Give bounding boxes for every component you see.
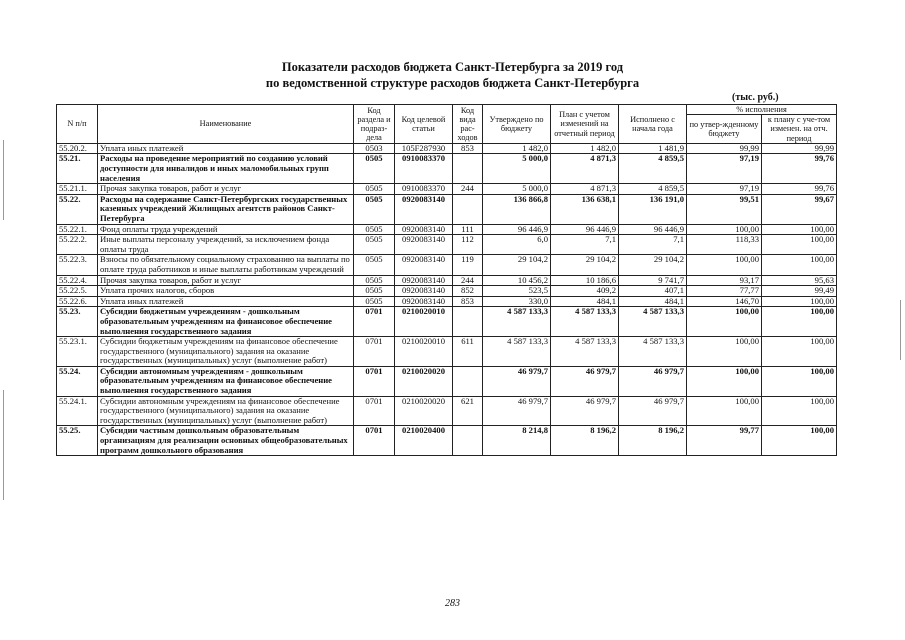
table-header-row	[57, 105, 837, 115]
row-approved: 96 446,9	[483, 224, 551, 235]
header-pct-budget: по утвер-жденному бюджету	[687, 115, 762, 144]
row-pct-plan: 95,63	[762, 275, 837, 286]
table-row	[57, 307, 837, 337]
row-pct-budget: 100,00	[687, 337, 762, 367]
row-pct-plan: 100,00	[762, 396, 837, 426]
row-plan: 4 587 133,3	[551, 307, 619, 337]
row-plan: 4 871,3	[551, 184, 619, 195]
row-statya: 0210020010	[395, 307, 453, 337]
row-statya: 0910083370	[395, 184, 453, 195]
row-vid	[453, 307, 483, 337]
row-plan: 96 446,9	[551, 224, 619, 235]
table-row	[57, 296, 837, 307]
row-number: 55.21.1.	[57, 184, 98, 195]
row-pct-plan: 99,99	[762, 143, 837, 154]
table-row	[57, 286, 837, 297]
row-vid: 853	[453, 296, 483, 307]
row-pct-budget: 100,00	[687, 366, 762, 396]
row-razdel: 0505	[354, 255, 395, 275]
row-pct-plan: 100,00	[762, 255, 837, 275]
table-row	[57, 396, 837, 426]
table-row	[57, 143, 837, 154]
row-name: Субсидии автономным учреждениям на финансовое обеспечение государственного (муниципального) задания на оказание государственных (муниципальных) услуг (выполнение работ)	[98, 396, 354, 426]
row-approved: 330,0	[483, 296, 551, 307]
row-done: 4 587 133,3	[619, 337, 687, 367]
row-statya: 0920083140	[395, 286, 453, 297]
row-plan: 4 587 133,3	[551, 337, 619, 367]
row-number: 55.21.	[57, 154, 98, 184]
row-approved: 46 979,7	[483, 366, 551, 396]
row-vid: 112	[453, 235, 483, 255]
row-pct-plan: 100,00	[762, 366, 837, 396]
row-vid: 852	[453, 286, 483, 297]
row-pct-budget: 99,51	[687, 194, 762, 224]
row-statya: 0910083370	[395, 154, 453, 184]
budget-table	[56, 104, 837, 456]
scan-edge-mark	[3, 140, 4, 220]
row-statya: 0920083140	[395, 296, 453, 307]
row-vid	[453, 154, 483, 184]
table-row	[57, 366, 837, 396]
row-razdel: 0505	[354, 296, 395, 307]
row-pct-budget: 97,19	[687, 154, 762, 184]
row-pct-budget: 100,00	[687, 307, 762, 337]
table-row	[57, 154, 837, 184]
row-pct-budget: 100,00	[687, 224, 762, 235]
row-plan: 7,1	[551, 235, 619, 255]
row-approved: 8 214,8	[483, 426, 551, 456]
table-body	[57, 143, 837, 455]
row-done: 96 446,9	[619, 224, 687, 235]
row-vid: 611	[453, 337, 483, 367]
row-vid	[453, 426, 483, 456]
row-number: 55.23.	[57, 307, 98, 337]
row-approved: 5 000,0	[483, 184, 551, 195]
row-plan: 484,1	[551, 296, 619, 307]
row-name: Прочая закупка товаров, работ и услуг	[98, 184, 354, 195]
row-number: 55.22.4.	[57, 275, 98, 286]
row-pct-plan: 100,00	[762, 296, 837, 307]
row-done: 4 587 133,3	[619, 307, 687, 337]
row-razdel: 0505	[354, 194, 395, 224]
row-vid: 244	[453, 184, 483, 195]
row-statya: 0920083140	[395, 224, 453, 235]
row-done: 1 481,9	[619, 143, 687, 154]
row-number: 55.22.2.	[57, 235, 98, 255]
row-statya: 0210020400	[395, 426, 453, 456]
row-approved: 10 456,2	[483, 275, 551, 286]
row-statya: 0920083140	[395, 194, 453, 224]
header-done: Исполнено с начала года	[619, 105, 687, 144]
row-number: 55.22.	[57, 194, 98, 224]
row-vid: 244	[453, 275, 483, 286]
header-pct: % исполнения	[687, 105, 837, 115]
row-number: 55.22.6.	[57, 296, 98, 307]
table-row	[57, 235, 837, 255]
table-row	[57, 426, 837, 456]
row-pct-plan: 99,76	[762, 154, 837, 184]
row-done: 9 741,7	[619, 275, 687, 286]
table-row	[57, 194, 837, 224]
header-vid: Код вида рас-ходов	[453, 105, 483, 144]
row-approved: 4 587 133,3	[483, 337, 551, 367]
row-approved: 136 866,8	[483, 194, 551, 224]
row-plan: 136 638,1	[551, 194, 619, 224]
row-approved: 1 482,0	[483, 143, 551, 154]
row-name: Уплата иных платежей	[98, 143, 354, 154]
row-razdel: 0505	[354, 184, 395, 195]
row-razdel: 0505	[354, 275, 395, 286]
header-name: Наименование	[98, 105, 354, 144]
row-name: Фонд оплаты труда учреждений	[98, 224, 354, 235]
row-statya: 105F287930	[395, 143, 453, 154]
row-pct-plan: 99,76	[762, 184, 837, 195]
row-name: Субсидии частным дошкольным образовательным организациям для реализации основных общеобразовательных программ дошкольного образования	[98, 426, 354, 456]
row-approved: 5 000,0	[483, 154, 551, 184]
row-done: 46 979,7	[619, 366, 687, 396]
row-razdel: 0505	[354, 224, 395, 235]
table-row	[57, 337, 837, 367]
row-number: 55.25.	[57, 426, 98, 456]
row-name: Субсидии бюджетным учреждениям на финансовое обеспечение государственного (муниципального) задания на оказание государственных (муниципальных) услуг (выполнение работ)	[98, 337, 354, 367]
row-razdel: 0503	[354, 143, 395, 154]
row-done: 407,1	[619, 286, 687, 297]
row-pct-budget: 93,17	[687, 275, 762, 286]
row-done: 7,1	[619, 235, 687, 255]
row-name: Расходы на содержание Санкт-Петербургских государственных казенных учреждений Жилищных агентств районов Санкт-Петербурга	[98, 194, 354, 224]
row-pct-plan: 100,00	[762, 426, 837, 456]
row-name: Прочая закупка товаров, работ и услуг	[98, 275, 354, 286]
row-pct-budget: 100,00	[687, 396, 762, 426]
row-approved: 29 104,2	[483, 255, 551, 275]
row-approved: 4 587 133,3	[483, 307, 551, 337]
row-plan: 4 871,3	[551, 154, 619, 184]
scan-edge-mark	[900, 300, 901, 360]
row-name: Взносы по обязательному социальному страхованию на выплаты по оплате труда работников и иные выплаты работникам учреждений	[98, 255, 354, 275]
row-plan: 46 979,7	[551, 396, 619, 426]
row-done: 136 191,0	[619, 194, 687, 224]
header-statya: Код целевой статьи	[395, 105, 453, 144]
row-done: 4 859,5	[619, 154, 687, 184]
row-pct-budget: 146,70	[687, 296, 762, 307]
row-plan: 8 196,2	[551, 426, 619, 456]
unit-label: (тыс. руб.)	[732, 92, 779, 103]
row-pct-budget: 99,99	[687, 143, 762, 154]
row-approved: 46 979,7	[483, 396, 551, 426]
row-razdel: 0701	[354, 337, 395, 367]
row-vid	[453, 366, 483, 396]
header-plan: План с учетом изменений на отчетный период	[551, 105, 619, 144]
row-number: 55.22.1.	[57, 224, 98, 235]
row-name: Субсидии бюджетным учреждениям - дошкольным образовательным учреждениям на финансовое обеспечение выполнения государственного задания	[98, 307, 354, 337]
row-razdel: 0505	[354, 286, 395, 297]
row-number: 55.24.1.	[57, 396, 98, 426]
row-name: Уплата иных платежей	[98, 296, 354, 307]
row-name: Расходы на проведение мероприятий по созданию условий доступности для инвалидов и иных маломобильных групп населения	[98, 154, 354, 184]
row-statya: 0920083140	[395, 255, 453, 275]
row-statya: 0920083140	[395, 235, 453, 255]
row-done: 4 859,5	[619, 184, 687, 195]
row-plan: 10 186,6	[551, 275, 619, 286]
row-number: 55.23.1.	[57, 337, 98, 367]
row-razdel: 0505	[354, 154, 395, 184]
row-statya: 0210020020	[395, 366, 453, 396]
row-name: Уплата прочих налогов, сборов	[98, 286, 354, 297]
row-pct-plan: 100,00	[762, 337, 837, 367]
row-done: 29 104,2	[619, 255, 687, 275]
row-pct-budget: 100,00	[687, 255, 762, 275]
header-approved: Утверждено по бюджету	[483, 105, 551, 144]
page-number: 283	[445, 598, 460, 609]
row-number: 55.22.5.	[57, 286, 98, 297]
row-razdel: 0701	[354, 396, 395, 426]
row-vid: 621	[453, 396, 483, 426]
row-done: 484,1	[619, 296, 687, 307]
row-plan: 1 482,0	[551, 143, 619, 154]
row-pct-plan: 99,49	[762, 286, 837, 297]
header-pct-plan: к плану с уче-том изменен. на отч. период	[762, 115, 837, 144]
row-number: 55.22.3.	[57, 255, 98, 275]
row-pct-budget: 118,33	[687, 235, 762, 255]
row-statya: 0920083140	[395, 275, 453, 286]
row-done: 8 196,2	[619, 426, 687, 456]
row-statya: 0210020020	[395, 396, 453, 426]
row-name: Иные выплаты персоналу учреждений, за исключением фонда оплаты труда	[98, 235, 354, 255]
row-razdel: 0701	[354, 426, 395, 456]
scan-edge-mark	[3, 390, 4, 500]
row-pct-plan: 100,00	[762, 235, 837, 255]
row-pct-budget: 97,19	[687, 184, 762, 195]
table-row	[57, 255, 837, 275]
header-num: N п/п	[57, 105, 98, 144]
row-razdel: 0505	[354, 235, 395, 255]
row-plan: 46 979,7	[551, 366, 619, 396]
row-plan: 409,2	[551, 286, 619, 297]
row-done: 46 979,7	[619, 396, 687, 426]
header-razdel: Код раздела и подраз-дела	[354, 105, 395, 144]
table-row	[57, 224, 837, 235]
row-pct-plan: 100,00	[762, 224, 837, 235]
row-approved: 523,5	[483, 286, 551, 297]
table-row	[57, 275, 837, 286]
row-razdel: 0701	[354, 307, 395, 337]
row-vid	[453, 194, 483, 224]
row-pct-plan: 99,67	[762, 194, 837, 224]
row-number: 55.24.	[57, 366, 98, 396]
row-vid: 119	[453, 255, 483, 275]
row-vid: 111	[453, 224, 483, 235]
row-vid: 853	[453, 143, 483, 154]
document-title: Показатели расходов бюджета Санкт-Петербурга за 2019 год	[281, 60, 624, 74]
row-approved: 6,0	[483, 235, 551, 255]
row-pct-budget: 77,77	[687, 286, 762, 297]
row-name: Субсидии автономным учреждениям - дошкольным образовательным учреждениям на финансовое обеспечение выполнения государственного задания	[98, 366, 354, 396]
row-number: 55.20.2.	[57, 143, 98, 154]
row-pct-plan: 100,00	[762, 307, 837, 337]
table-row	[57, 184, 837, 195]
document-subtitle: по ведомственной структуре расходов бюджета Санкт-Петербурга	[265, 76, 640, 90]
row-statya: 0210020010	[395, 337, 453, 367]
row-razdel: 0701	[354, 366, 395, 396]
row-plan: 29 104,2	[551, 255, 619, 275]
row-pct-budget: 99,77	[687, 426, 762, 456]
